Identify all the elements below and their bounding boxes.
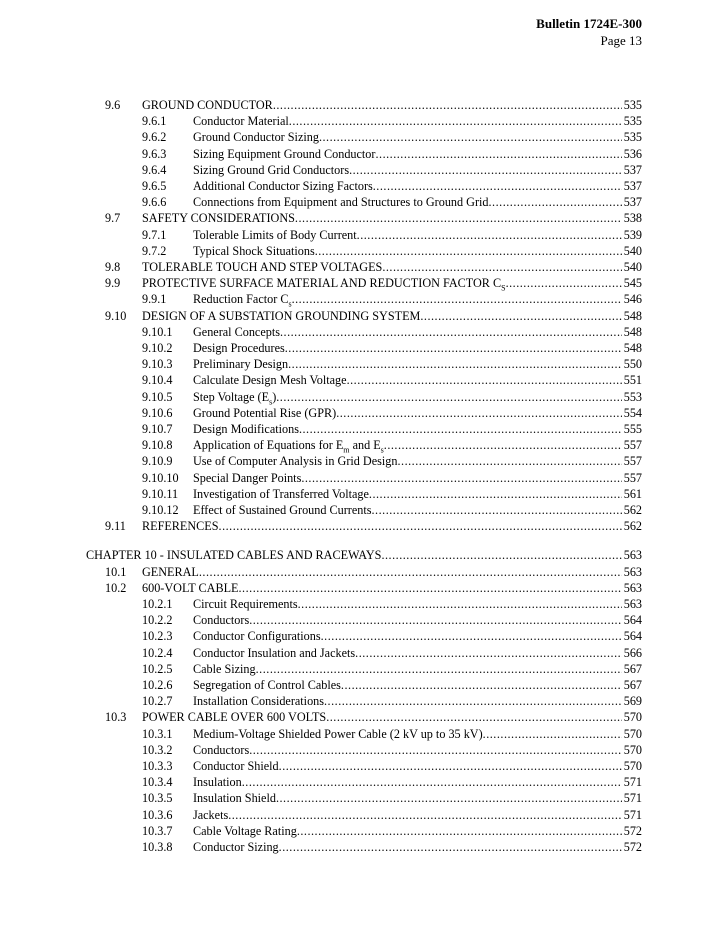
toc-title (142, 308, 420, 324)
toc-subsection-entry (142, 839, 642, 855)
page-header (536, 15, 642, 49)
dot-leader (297, 823, 622, 839)
dot-leader (321, 628, 622, 644)
bulletin-number: Bulletin 1724E-300 (536, 16, 642, 31)
toc-title (193, 612, 249, 628)
toc-section-entry (105, 259, 642, 275)
toc-page-number: 545 (623, 276, 642, 291)
toc-title (193, 389, 276, 405)
dot-leader (276, 790, 622, 806)
toc-title (193, 356, 288, 372)
dot-leader (219, 518, 622, 534)
toc-subsection-entry (142, 677, 642, 693)
toc-page-number: 557 (623, 454, 642, 469)
toc-page-number: 535 (623, 130, 642, 145)
toc-subsection-entry (142, 790, 642, 806)
toc-title (193, 405, 336, 421)
toc-title-text: REFERENCES (142, 519, 219, 534)
toc-section-entry (105, 564, 642, 580)
toc-title (193, 146, 375, 162)
toc-number: 9.10.12 (142, 503, 179, 517)
toc-page-number: 572 (623, 823, 642, 838)
toc-subsection-entry (142, 372, 642, 388)
toc-title-text: Sizing Equipment Ground Conductor (193, 146, 376, 161)
toc-subsection-entry (142, 356, 642, 372)
toc-title-text: Application of Equations for E (193, 438, 344, 453)
toc-subsection-entry (142, 453, 642, 469)
toc-title (193, 470, 301, 486)
toc-title-subscript: s (380, 445, 384, 455)
toc-page-number: 564 (623, 629, 642, 644)
dot-leader (372, 502, 622, 518)
toc-page-number: 557 (623, 470, 642, 485)
toc-page-number: 537 (623, 162, 642, 177)
toc-page-number: 572 (623, 840, 642, 854)
toc-number: 10.3.6 (142, 807, 173, 822)
toc-title-text: General Concepts (193, 324, 280, 339)
dot-leader (256, 661, 622, 677)
toc-title-subscript: s (288, 299, 292, 309)
toc-title-text: GENERAL (142, 564, 199, 579)
dot-leader (285, 340, 622, 356)
toc-title-subscript: s (269, 397, 273, 407)
dot-leader (249, 612, 622, 628)
toc-number: 9.10.11 (142, 486, 179, 501)
toc-page-number: 569 (623, 694, 642, 709)
toc-number: 10.3.7 (142, 823, 173, 838)
toc-number: 10.2.7 (142, 694, 173, 709)
toc-title (142, 564, 199, 580)
toc-title (193, 372, 347, 388)
toc-title-text: Medium-Voltage Shielded Power Cable (2 kV up to 35 kV) (193, 726, 483, 741)
toc-title-text: Use of Computer Analysis in Grid Design (193, 454, 398, 469)
toc-title (193, 677, 341, 693)
dot-leader (280, 324, 622, 340)
toc-title (193, 661, 256, 677)
toc-number: 10.2.5 (142, 661, 173, 676)
toc-title (193, 596, 298, 612)
toc-title-text: Sizing Ground Grid Conductors (193, 162, 350, 177)
toc-title-text: Investigation of Transferred Voltage (193, 486, 369, 501)
toc-title-text: and E (349, 438, 381, 453)
dot-leader (288, 356, 622, 372)
toc-section-entry (105, 518, 642, 534)
toc-page-number: 571 (623, 791, 642, 806)
toc-title (142, 97, 273, 113)
toc-page-number: 564 (623, 613, 642, 628)
toc-title (193, 693, 324, 709)
toc-title (193, 129, 319, 145)
toc-page-number: 550 (623, 357, 642, 372)
toc-number: 10.1 (105, 564, 127, 579)
toc-number: 9.6.3 (142, 146, 167, 161)
dot-leader (489, 194, 622, 210)
toc-section-entry (105, 580, 642, 596)
toc-page-number: 567 (623, 661, 642, 676)
toc-chapter-entry (86, 547, 642, 563)
toc-title-text: Typical Shock Situations (193, 243, 315, 258)
toc-number: 9.6.2 (142, 130, 167, 145)
toc-title-text: ) (272, 389, 277, 404)
toc-subsection-entry (142, 146, 642, 162)
toc-title (193, 162, 349, 178)
toc-title (193, 194, 489, 210)
toc-title (86, 547, 381, 563)
toc-title (193, 437, 384, 453)
toc-subsection-entry (142, 243, 642, 259)
toc-title-text: TOLERABLE TOUCH AND STEP VOLTAGES (142, 260, 383, 274)
dot-leader (375, 146, 621, 162)
dot-leader (336, 405, 622, 421)
toc-number: 10.3.4 (142, 775, 173, 790)
toc-number: 10.3.2 (142, 742, 173, 757)
dot-leader (315, 243, 622, 259)
toc-subsection-entry (142, 405, 642, 421)
dot-leader (249, 742, 622, 758)
toc-section-entry (105, 275, 642, 291)
toc-subsection-entry (142, 421, 642, 437)
toc-subsection-entry (142, 758, 642, 774)
dot-leader (369, 486, 622, 502)
toc-subsection-entry (142, 807, 642, 823)
toc-title (193, 453, 397, 469)
toc-title-text: Special Danger Points (193, 470, 302, 485)
dot-leader (355, 645, 622, 661)
toc-page-number: 555 (623, 422, 642, 436)
toc-title-subscript: S (501, 283, 506, 293)
toc-title-text: DESIGN OF A SUBSTATION GROUNDING SYSTEM (142, 308, 421, 323)
toc-page-number: 557 (623, 438, 642, 453)
dot-leader (276, 389, 621, 405)
toc-title-text: Insulation (193, 775, 242, 790)
toc-section-entry (105, 210, 642, 226)
toc-number: 9.10.1 (142, 324, 173, 339)
toc-title (193, 243, 315, 259)
toc-number: 9.10.6 (142, 405, 173, 420)
toc-page-number: 570 (623, 710, 642, 725)
toc-title-text: Step Voltage (E (193, 389, 270, 404)
toc-page-number: 548 (623, 324, 642, 339)
toc-title (193, 324, 280, 340)
toc-page-number: 571 (623, 775, 642, 790)
toc-subsection-entry (142, 324, 642, 340)
toc-title-text: Circuit Requirements (193, 597, 298, 611)
toc-title (142, 709, 326, 725)
dot-leader (397, 453, 621, 469)
toc-title (193, 742, 249, 758)
page-number: Page 13 (600, 33, 642, 48)
toc-title-text: Installation Considerations (193, 694, 324, 709)
toc-number: 9.10.4 (142, 373, 173, 388)
toc-page-number: 536 (623, 146, 642, 161)
toc-number: 9.7 (105, 211, 121, 226)
toc-subsection-entry (142, 437, 642, 453)
toc-page-number: 535 (623, 98, 642, 112)
toc-title (193, 178, 373, 194)
toc-title-subscript: m (343, 445, 350, 455)
toc-title-text: Design Modifications (193, 422, 299, 436)
toc-subsection-entry (142, 291, 642, 307)
toc-title (142, 210, 295, 226)
toc-title (142, 259, 382, 275)
dot-leader (279, 839, 622, 855)
toc-title-text: Conductor Shield (193, 759, 279, 773)
toc-number: 10.3.1 (142, 726, 173, 741)
toc-number: 9.9 (105, 276, 121, 291)
toc-number: 9.10.5 (142, 389, 173, 404)
dot-leader (382, 259, 621, 275)
toc-title-text: Jackets (193, 807, 229, 822)
toc-number: 9.10.2 (142, 341, 173, 355)
dot-leader (289, 113, 622, 129)
toc-page-number: 551 (623, 373, 642, 388)
toc-page-number: 563 (623, 564, 642, 579)
toc-title (142, 275, 506, 291)
toc-number: 9.10.9 (142, 454, 173, 469)
toc-title-text: Conductors (193, 613, 250, 628)
toc-subsection-entry (142, 113, 642, 129)
toc-page-number: 561 (623, 486, 642, 501)
toc-title-text: POWER CABLE OVER 600 VOLTS (142, 710, 327, 725)
toc-subsection-entry (142, 596, 642, 612)
toc-number: 9.8 (105, 260, 121, 274)
toc-title-text: Conductor Sizing (193, 840, 279, 854)
toc-subsection-entry (142, 502, 642, 518)
toc-title-text: Effect of Sustained Ground Currents (193, 503, 372, 517)
dot-leader (483, 726, 622, 742)
toc-title-text: Preliminary Design (193, 357, 289, 372)
toc-number: 9.6.6 (142, 195, 167, 210)
toc-page-number: 535 (623, 114, 642, 129)
toc-title (193, 486, 369, 502)
toc-number: 9.10.10 (142, 470, 179, 485)
toc-title-text: PROTECTIVE SURFACE MATERIAL AND REDUCTION FACTOR C (142, 276, 502, 291)
toc-page-number: 566 (623, 645, 642, 660)
toc-title-text: Conductor Material (193, 114, 289, 129)
dot-leader (228, 807, 622, 823)
dot-leader (341, 677, 622, 693)
dot-leader (324, 693, 622, 709)
dot-leader (373, 178, 622, 194)
toc-title-text: Conductor Configurations (193, 629, 321, 644)
toc-title (193, 839, 279, 855)
toc-title-text: Cable Voltage Rating (193, 823, 297, 838)
toc-title (193, 758, 279, 774)
toc-number: 10.3.5 (142, 791, 173, 806)
dot-leader (506, 275, 622, 291)
toc-subsection-entry (142, 612, 642, 628)
toc-number: 10.2.3 (142, 629, 173, 644)
toc-number: 10.2.6 (142, 678, 173, 692)
toc-page-number: 540 (623, 260, 642, 274)
toc-title-text: Connections from Equipment and Structures to Ground Grid (193, 195, 489, 210)
toc-number: 10.2.2 (142, 613, 173, 628)
toc-title (193, 628, 321, 644)
toc-title-text: Cable Sizing (193, 661, 256, 676)
toc-subsection-entry (142, 162, 642, 178)
toc-title-text: 600-VOLT CABLE (142, 580, 239, 595)
toc-subsection-entry (142, 470, 642, 486)
toc-title-text: Design Procedures (193, 341, 285, 355)
toc-number: 10.2.1 (142, 597, 173, 611)
toc-number: 9.7.1 (142, 227, 167, 242)
toc-page-number: 562 (623, 519, 642, 534)
dot-leader (239, 580, 622, 596)
dot-leader (319, 129, 622, 145)
toc-title (193, 645, 355, 661)
toc-section-entry (105, 97, 642, 113)
dot-leader (199, 564, 622, 580)
toc-page-number: 563 (623, 597, 642, 611)
toc-title-text: SAFETY CONSIDERATIONS (142, 211, 295, 226)
dot-leader (292, 291, 622, 307)
toc-title (193, 726, 483, 742)
dot-leader (420, 308, 621, 324)
dot-leader (242, 774, 622, 790)
dot-leader (381, 547, 621, 563)
toc-number: 10.2.4 (142, 645, 173, 660)
toc-page-number: 562 (623, 503, 642, 517)
toc-number: 10.3.3 (142, 759, 173, 773)
dot-leader (301, 470, 621, 486)
toc-title (193, 807, 228, 823)
toc-title-text: Insulation Shield (193, 791, 276, 806)
dot-leader (347, 372, 622, 388)
toc-title (193, 291, 292, 307)
toc-page-number: 563 (623, 580, 642, 595)
toc-subsection-entry (142, 774, 642, 790)
dot-leader (326, 709, 622, 725)
toc-number: 9.10 (105, 308, 127, 323)
toc-page-number: 540 (623, 243, 642, 258)
toc-page-number: 553 (623, 389, 642, 404)
dot-leader (299, 421, 622, 437)
toc-number: 9.11 (105, 519, 126, 534)
toc-subsection-entry (142, 693, 642, 709)
dot-leader (298, 596, 622, 612)
toc-section-entry (105, 709, 642, 725)
toc-page-number: 567 (623, 678, 642, 692)
toc-number: 9.10.3 (142, 357, 173, 372)
toc-title (142, 518, 219, 534)
toc-subsection-entry (142, 340, 642, 356)
toc-title-text: Ground Conductor Sizing (193, 130, 319, 145)
dot-leader (279, 758, 622, 774)
toc-title (193, 502, 372, 518)
toc-title (193, 774, 242, 790)
toc-number: 9.6 (105, 98, 121, 112)
toc-title (193, 790, 276, 806)
toc-page-number: 571 (623, 807, 642, 822)
toc-page-number: 570 (623, 726, 642, 741)
toc-title-text: Calculate Design Mesh Voltage (193, 373, 347, 388)
toc-subsection-entry (142, 645, 642, 661)
toc-page-number: 537 (623, 179, 642, 193)
toc-number: 10.3 (105, 710, 127, 725)
toc-subsection-entry (142, 227, 642, 243)
toc-number: 10.2 (105, 580, 127, 595)
toc-page-number: 546 (623, 292, 642, 307)
toc-subsection-entry (142, 823, 642, 839)
toc-page-number: 554 (623, 405, 642, 420)
dot-leader (295, 210, 622, 226)
toc-subsection-entry (142, 726, 642, 742)
toc-page-number: 570 (623, 742, 642, 757)
toc-subsection-entry (142, 661, 642, 677)
toc-page-number: 537 (623, 195, 642, 210)
toc-subsection-entry (142, 178, 642, 194)
toc-page-number: 548 (623, 341, 642, 355)
toc-number: 9.10.8 (142, 438, 173, 453)
toc-page-number: 538 (623, 211, 642, 226)
toc-title-text: Additional Conductor Sizing Factors (193, 179, 373, 193)
toc-title-text: Conductors (193, 742, 250, 757)
toc-title (193, 227, 357, 243)
toc-section-entry (105, 308, 642, 324)
toc-page-number: 539 (623, 227, 642, 242)
toc-title (193, 421, 299, 437)
toc-number: 9.10.7 (142, 422, 173, 436)
toc-title-text: Tolerable Limits of Body Current (193, 227, 357, 242)
toc-page-number: 563 (623, 548, 642, 563)
toc-subsection-entry (142, 486, 642, 502)
toc-title (193, 823, 297, 839)
toc-subsection-entry (142, 628, 642, 644)
toc-number: 9.7.2 (142, 243, 167, 258)
toc-title-text: GROUND CONDUCTOR (142, 98, 273, 112)
toc-number: 9.6.1 (142, 114, 167, 129)
toc-number: 9.6.4 (142, 162, 167, 177)
toc-title (142, 580, 239, 596)
dot-leader (357, 227, 622, 243)
toc-page-number: 570 (623, 759, 642, 773)
toc-title (193, 113, 289, 129)
toc-title-text: Reduction Factor C (193, 292, 289, 307)
dot-leader (273, 97, 622, 113)
toc-number: 10.3.8 (142, 840, 173, 854)
toc-subsection-entry (142, 389, 642, 405)
toc-page-number: 548 (623, 308, 642, 323)
toc-subsection-entry (142, 194, 642, 210)
dot-leader (349, 162, 622, 178)
toc-title-text: Segregation of Control Cables (193, 678, 341, 692)
toc-title-text: CHAPTER 10 - INSULATED CABLES AND RACEWAYS (86, 548, 382, 563)
toc-number: 9.9.1 (142, 292, 167, 307)
toc-title-text: Conductor Insulation and Jackets (193, 645, 356, 660)
toc-subsection-entry (142, 742, 642, 758)
toc-number: 9.6.5 (142, 179, 167, 193)
dot-leader (384, 437, 622, 453)
toc-subsection-entry (142, 129, 642, 145)
toc-title-text: Ground Potential Rise (GPR) (193, 405, 337, 420)
toc-title (193, 340, 285, 356)
